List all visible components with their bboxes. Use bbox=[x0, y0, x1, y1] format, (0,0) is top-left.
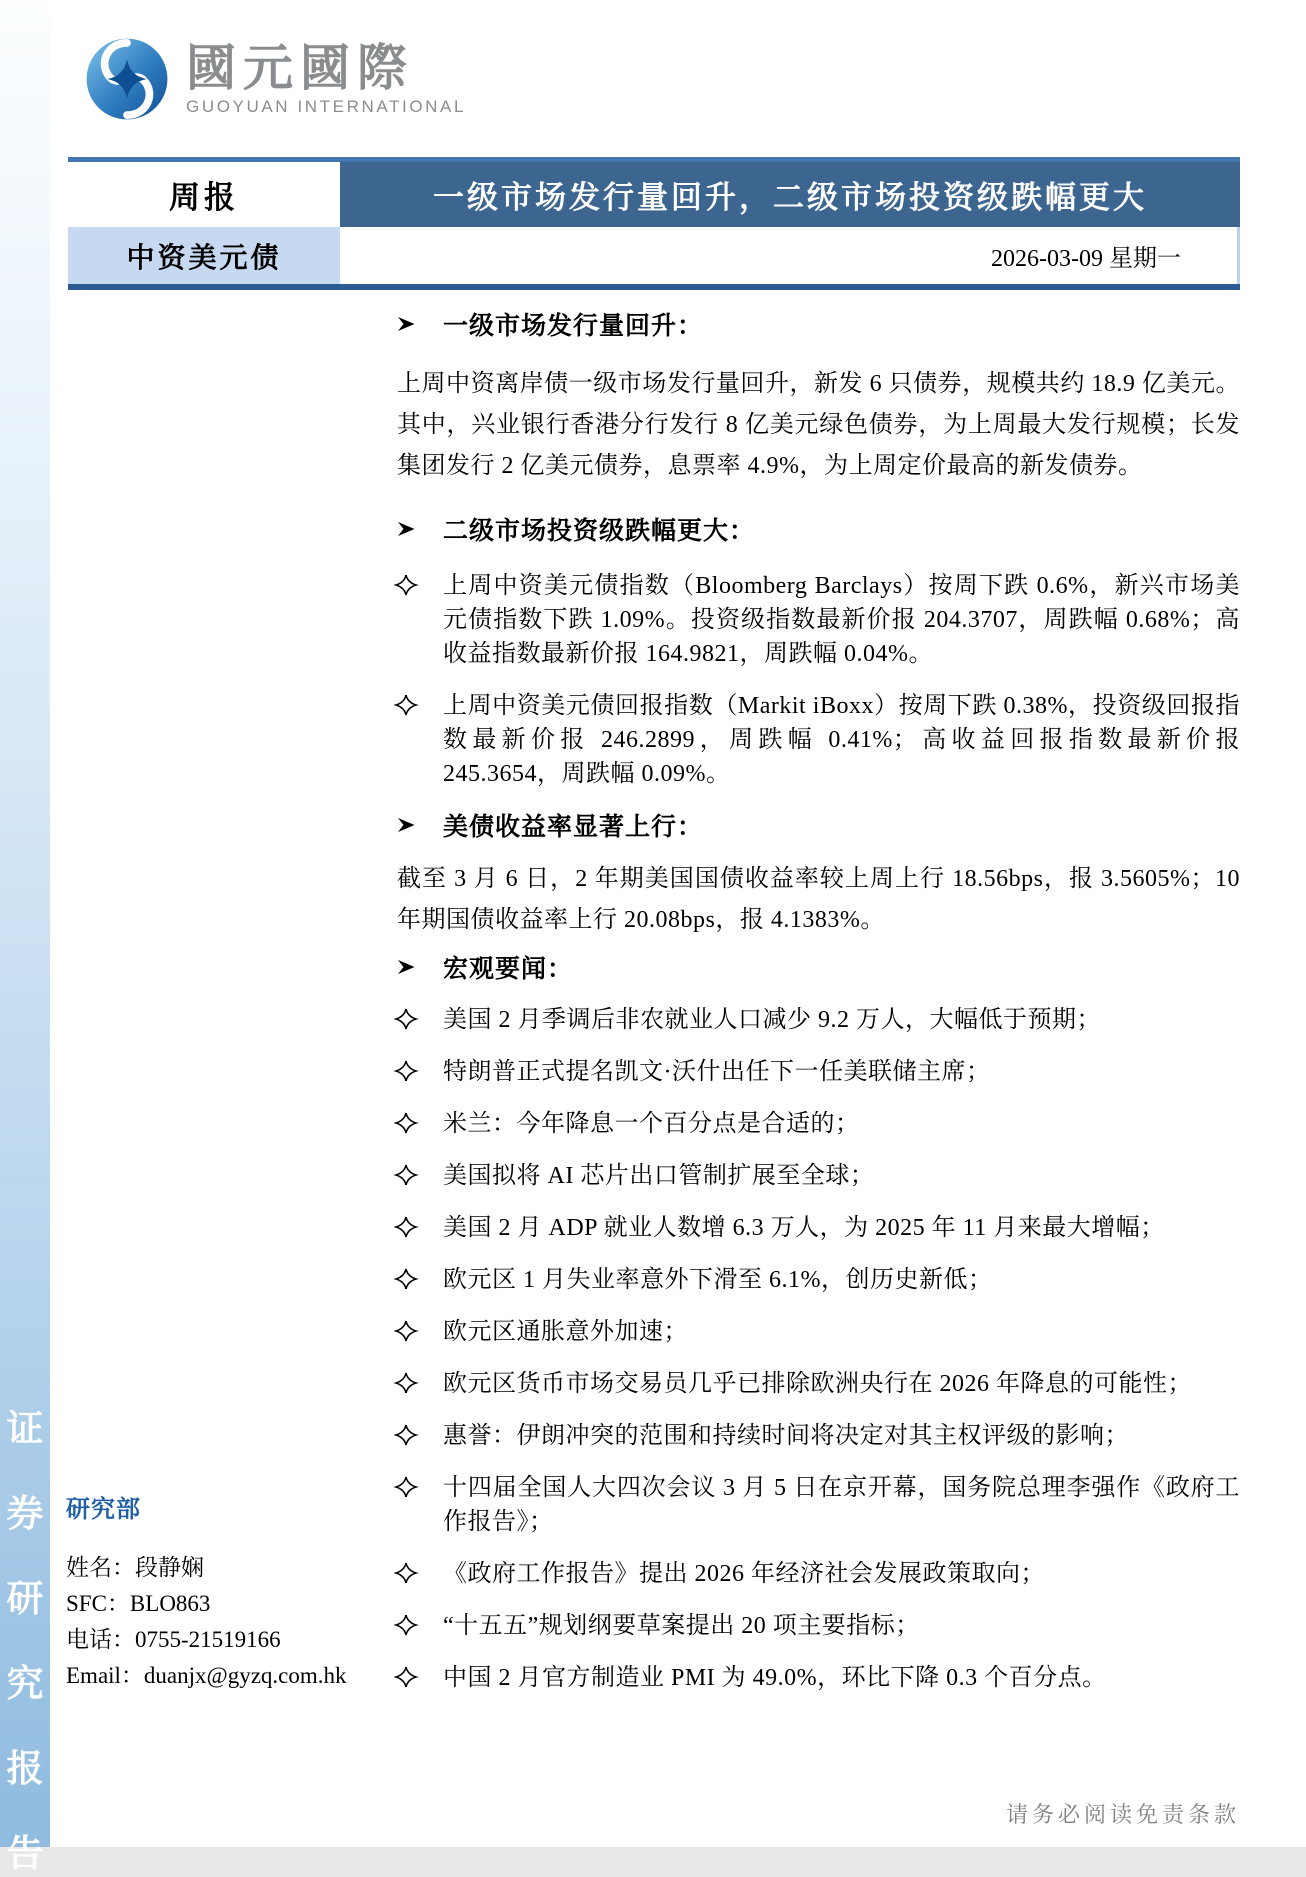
bullet-item bbox=[395, 1609, 1240, 1643]
analyst-sfc-license: SFC：BLO863 bbox=[66, 1591, 211, 1616]
bullet-item bbox=[395, 569, 1240, 671]
bullet-text: 惠誉：伊朗冲突的范围和持续时间将决定对其主权评级的影响； bbox=[443, 1423, 1129, 1449]
analyst-name: 姓名：段静娴 bbox=[66, 1555, 204, 1580]
brand-logo bbox=[84, 36, 466, 122]
bullet-text: 米兰：今年降息一个百分点是合适的； bbox=[443, 1111, 860, 1137]
analyst-email: Email：duanjx@gyzq.com.hk bbox=[66, 1663, 347, 1688]
diamond-bullet-icon bbox=[395, 569, 443, 671]
bullet-text: 上周中资美元债回报指数（Markit iBoxx）按周下跌 0.38%，投资级回报指数最新价报 246.2899，周跌幅 0.41%；高收益回报指数最新价报 245.3654，周跌幅 0.09%。 bbox=[443, 693, 1240, 787]
section-title: 宏观要闻： bbox=[443, 956, 574, 983]
category-label: 中资美元债 bbox=[68, 227, 340, 284]
bullet-item bbox=[395, 1107, 1240, 1141]
bullet-item bbox=[395, 1055, 1240, 1089]
sidebar-vertical-char: 证 bbox=[6, 1409, 44, 1450]
brand-name-en: GUOYUAN INTERNATIONAL bbox=[186, 97, 467, 116]
header-title-row bbox=[68, 162, 1240, 227]
bullet-item bbox=[395, 689, 1240, 791]
header-meta-row bbox=[68, 227, 1240, 284]
bullet-text: 美国 2 月季调后非农就业人口减少 9.2 万人，大幅低于预期； bbox=[443, 1007, 1101, 1033]
diamond-bullet-icon bbox=[395, 1003, 443, 1037]
report-title-bar bbox=[340, 162, 1240, 227]
analyst-phone: 电话：0755-21519166 bbox=[66, 1627, 281, 1652]
diamond-bullet-icon bbox=[395, 1471, 443, 1539]
bullet-text: 美国 2 月 ADP 就业人数增 6.3 万人，为 2025 年 11 月来最大增幅； bbox=[443, 1215, 1165, 1241]
diamond-bullet-icon bbox=[395, 1263, 443, 1297]
report-type-label: 周报 bbox=[68, 162, 340, 227]
section-title: 二级市场投资级跌幅更大： bbox=[443, 518, 756, 545]
arrow-bullet-icon bbox=[395, 815, 443, 835]
bullet-text: 美国拟将 AI 芯片出口管制扩展至全球； bbox=[443, 1163, 875, 1189]
bullet-item bbox=[395, 1661, 1240, 1695]
arrow-bullet-icon bbox=[395, 957, 443, 977]
sidebar-vertical-title bbox=[0, 1398, 50, 1877]
analyst-contact-block bbox=[66, 1492, 366, 1694]
bullet-item bbox=[395, 1003, 1240, 1037]
header-bottom-rule bbox=[68, 284, 1240, 290]
arrow-bullet-icon bbox=[395, 519, 443, 539]
guoyuan-logo-icon bbox=[84, 36, 170, 122]
diamond-bullet-icon bbox=[395, 1661, 443, 1695]
diamond-bullet-icon bbox=[395, 1609, 443, 1643]
sidebar-vertical-char: 券 bbox=[6, 1494, 44, 1535]
diamond-bullet-icon bbox=[395, 1557, 443, 1591]
brand-name-cn: 國元國際 bbox=[186, 40, 414, 96]
section-paragraph: 上周中资离岸债一级市场发行量回升，新发 6 只债券，规模共约 18.9 亿美元。其中，兴业银行香港分行发行 8 亿美元绿色债券，为上周最大发行规模；长发集团发行 2 亿美元债券，息票率 4.9%，为上周定价最高的新发债券。 bbox=[397, 371, 1240, 479]
bullet-item bbox=[395, 1159, 1240, 1193]
report-title: 一级市场发行量回升，二级市场投资级跌幅更大 bbox=[433, 180, 1147, 215]
department-label: 研究部 bbox=[66, 1497, 141, 1523]
section-paragraph: 截至 3 月 6 日，2 年期美国国债收益率较上周上行 18.56bps，报 3.5605%；10 年期国债收益率上行 20.08bps，报 4.1383%。 bbox=[397, 866, 1240, 933]
section-heading-macro-news bbox=[395, 949, 1240, 985]
bullet-text: 欧元区货币市场交易员几乎已排除欧洲央行在 2026 年降息的可能性； bbox=[443, 1371, 1192, 1397]
report-date-cell bbox=[340, 227, 1240, 284]
bullet-text: 中国 2 月官方制造业 PMI 为 49.0%，环比下降 0.3 个百分点。 bbox=[443, 1665, 1107, 1691]
diamond-bullet-icon bbox=[395, 1367, 443, 1401]
bullet-text: 特朗普正式提名凯文·沃什出任下一任美联储主席； bbox=[443, 1059, 991, 1085]
diamond-bullet-icon bbox=[395, 1419, 443, 1453]
bullet-text: “十五五”规划纲要草案提出 20 项主要指标； bbox=[443, 1613, 920, 1639]
bullet-item bbox=[395, 1557, 1240, 1591]
bullet-item bbox=[395, 1367, 1240, 1401]
bullet-text: 欧元区 1 月失业率意外下滑至 6.1%，创历史新低； bbox=[443, 1267, 993, 1293]
bullet-item bbox=[395, 1419, 1240, 1453]
diamond-bullet-icon bbox=[395, 1315, 443, 1349]
bullet-text: 《政府工作报告》提出 2026 年经济社会发展政策取向； bbox=[443, 1561, 1045, 1587]
section-title: 一级市场发行量回升： bbox=[443, 313, 704, 340]
sidebar-vertical-char: 告 bbox=[6, 1834, 44, 1875]
section-heading-primary-market bbox=[395, 306, 1240, 342]
diamond-bullet-icon bbox=[395, 1107, 443, 1141]
bullet-item bbox=[395, 1263, 1240, 1297]
sidebar-vertical-char: 究 bbox=[6, 1664, 44, 1705]
diamond-bullet-icon bbox=[395, 1211, 443, 1245]
bullet-item bbox=[395, 1315, 1240, 1349]
bullet-text: 上周中资美元债指数（Bloomberg Barclays）按周下跌 0.6%，新兴市场美元债指数下跌 1.09%。投资级指数最新价报 204.3707，周跌幅 0.68%；高收益指数最新价报 164.9821，周跌幅 0.04%。 bbox=[443, 573, 1240, 667]
section-heading-secondary-market bbox=[395, 511, 1240, 547]
report-body bbox=[395, 300, 1240, 1713]
bullet-text: 十四届全国人大四次会议 3 月 5 日在京开幕，国务院总理李强作《政府工作报告》； bbox=[443, 1475, 1240, 1535]
bullet-item bbox=[395, 1211, 1240, 1245]
sidebar-vertical-char: 研 bbox=[6, 1579, 44, 1620]
disclaimer-note: 请务必阅读免责条款 bbox=[1005, 1802, 1240, 1827]
report-date: 2026-03-09 星期一 bbox=[991, 246, 1181, 272]
bullet-item bbox=[395, 1471, 1240, 1539]
diamond-bullet-icon bbox=[395, 689, 443, 791]
section-title: 美债收益率显著上行： bbox=[443, 814, 704, 841]
arrow-bullet-icon bbox=[395, 314, 443, 334]
diamond-bullet-icon bbox=[395, 1055, 443, 1089]
section-heading-ust-yields bbox=[395, 807, 1240, 843]
sidebar-vertical-char: 报 bbox=[6, 1749, 44, 1790]
macro-news-list bbox=[395, 1003, 1240, 1695]
diamond-bullet-icon bbox=[395, 1159, 443, 1193]
bullet-text: 欧元区通胀意外加速； bbox=[443, 1319, 688, 1345]
